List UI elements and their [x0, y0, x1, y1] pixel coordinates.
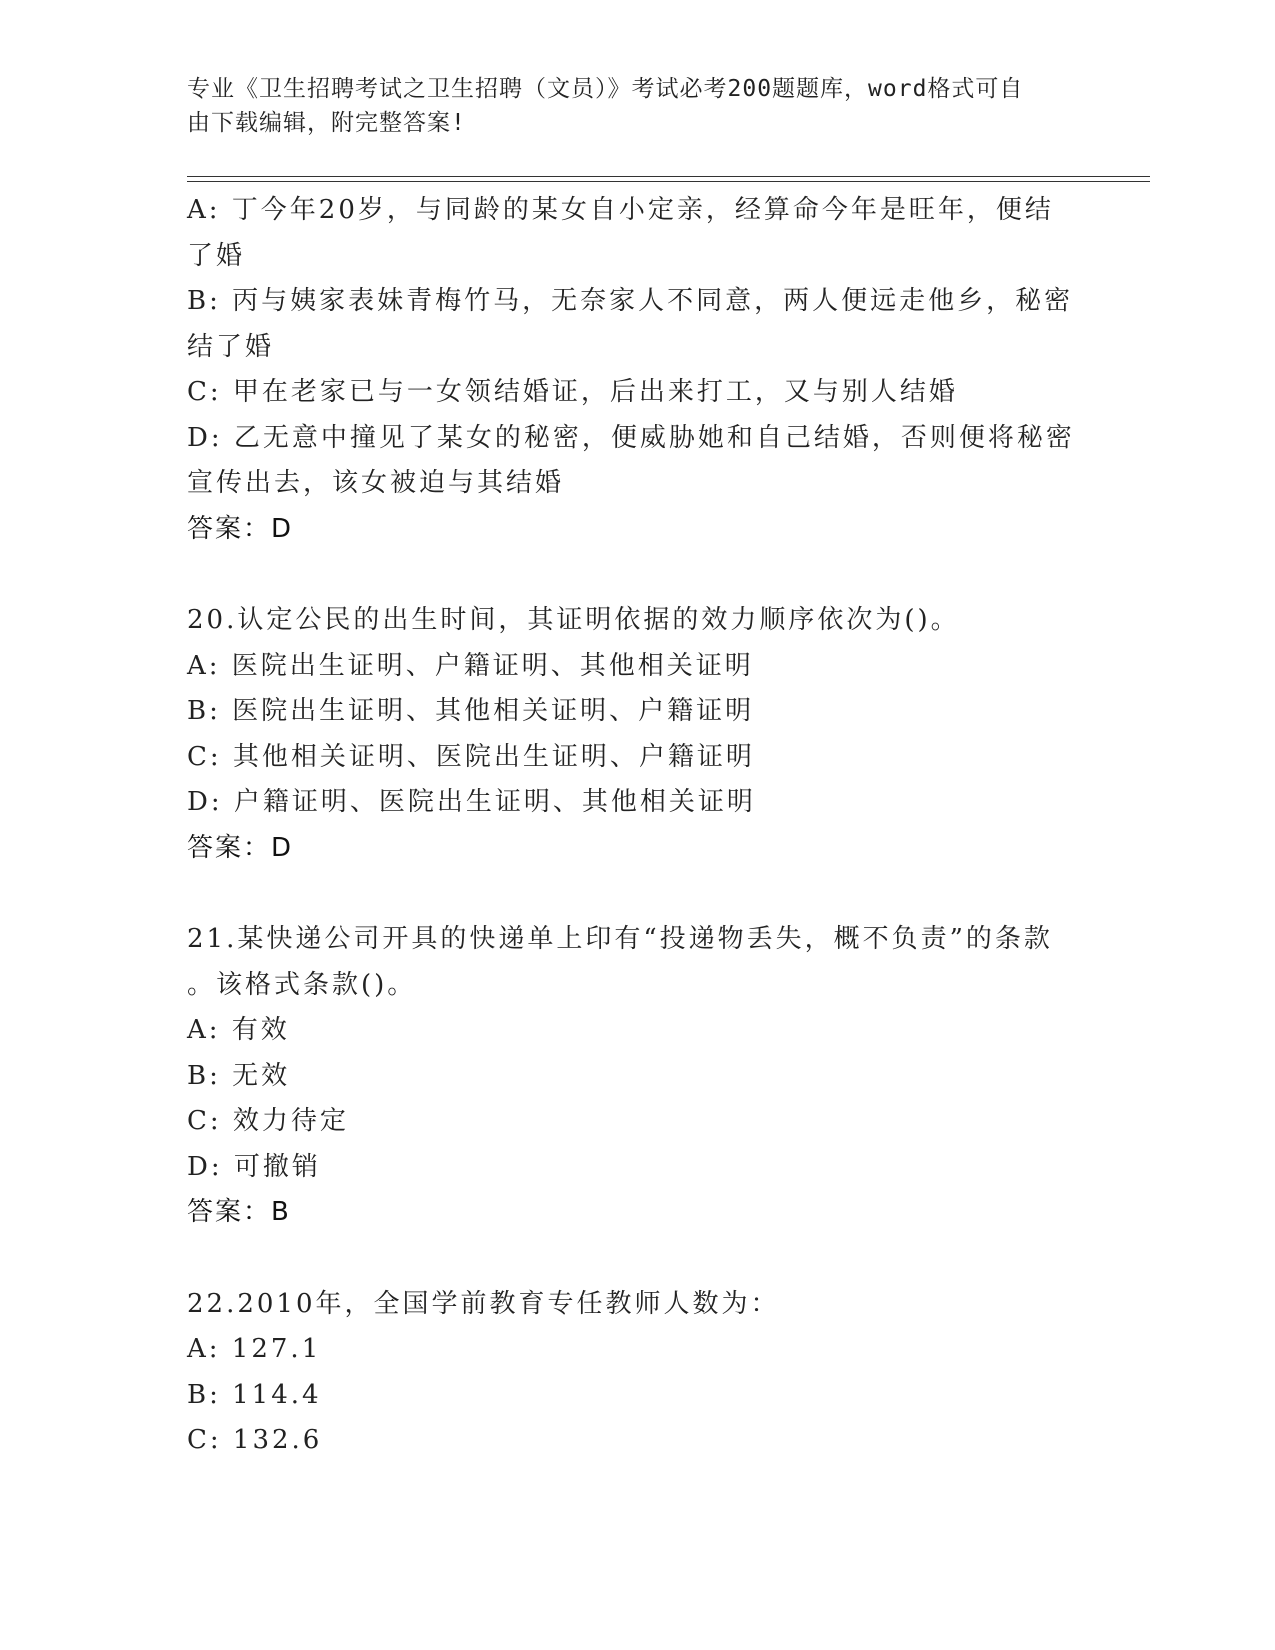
- question-19: [187, 188, 1087, 552]
- question-21: [187, 917, 1087, 1236]
- option-d-line-1: D: 乙无意中撞见了某女的秘密，便威胁她和自己结婚，否则便将秘密: [187, 422, 1075, 453]
- option-c: C: 甲在老家已与一女领结婚证，后出来打工，又与别人结婚: [187, 377, 958, 407]
- answer: 答案：D: [187, 513, 294, 544]
- option-b: B: 医院出生证明、其他相关证明、户籍证明: [187, 696, 755, 726]
- option-a-line-1: A: 丁今年20岁，与同龄的某女自小定亲，经算命今年是旺年，便结: [187, 195, 1054, 225]
- option-d-line-2: 宣传出去，该女被迫与其结婚: [187, 468, 565, 498]
- question-list: [187, 188, 1087, 1464]
- document-header: [187, 72, 1067, 140]
- header-line-1: 专业《卫生招聘考试之卫生招聘（文员）》考试必考200题题库，word格式可自: [187, 76, 1024, 102]
- spacer: [187, 871, 1087, 917]
- question-stem-line-2: 。该格式条款()。: [187, 969, 417, 1000]
- option-a-line-2: 了婚: [187, 240, 246, 271]
- option-a: A: 127.1: [187, 1334, 322, 1364]
- question-stem: 20.认定公民的出生时间，其证明依据的效力顺序依次为()。: [187, 605, 960, 635]
- question-22: [187, 1282, 1087, 1464]
- option-b-line-2: 结了婚: [187, 331, 275, 362]
- option-d: D: 可撤销: [187, 1151, 321, 1182]
- question-stem: 22.2010年，全国学前教育专任教师人数为：: [187, 1288, 780, 1319]
- spacer: [187, 1236, 1087, 1282]
- option-c: C: 效力待定: [187, 1106, 349, 1136]
- answer: 答案：B: [187, 1197, 291, 1227]
- option-a: A: 医院出生证明、户籍证明、其他相关证明: [187, 650, 754, 681]
- question-20: [187, 598, 1087, 871]
- header-divider-bottom: [187, 181, 1150, 182]
- header-divider-top: [187, 176, 1150, 177]
- spacer: [187, 552, 1087, 598]
- option-a: A: 有效: [187, 1015, 290, 1045]
- question-stem-line-1: 21.某快递公司开具的快递单上印有“投递物丢失，概不负责”的条款: [187, 924, 1053, 954]
- option-b: B: 无效: [187, 1060, 291, 1091]
- option-c: C: 132.6: [187, 1425, 323, 1455]
- option-b-line-1: B: 丙与姨家表妹青梅竹马，无奈家人不同意，两人便远走他乡，秘密: [187, 286, 1074, 316]
- answer: 答案：D: [187, 832, 294, 863]
- option-c: C: 其他相关证明、医院出生证明、户籍证明: [187, 741, 755, 772]
- option-b: B: 114.4: [187, 1379, 322, 1410]
- header-line-2: 由下载编辑，附完整答案!: [187, 110, 466, 136]
- option-d: D: 户籍证明、医院出生证明、其他相关证明: [187, 787, 756, 817]
